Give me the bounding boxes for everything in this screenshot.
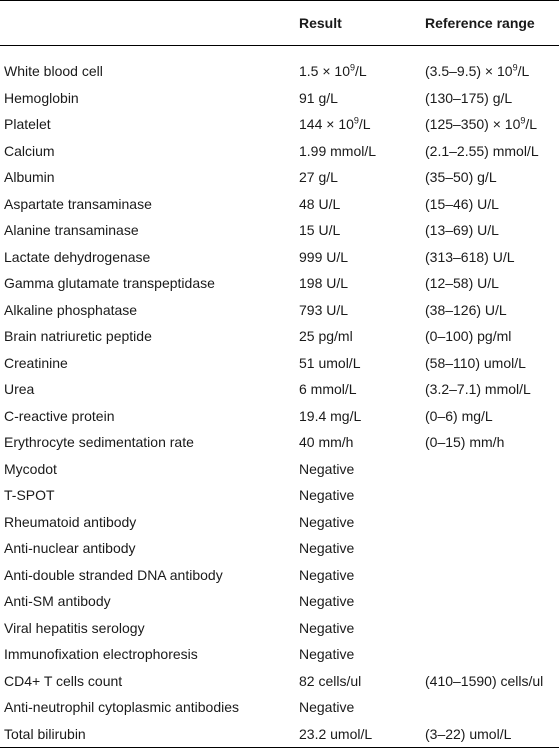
table-row <box>0 694 559 721</box>
result-cell: 793 U/L <box>299 301 349 318</box>
result-cell: Negative <box>299 699 355 716</box>
test-name-cell: Anti-double stranded DNA antibody <box>4 566 223 583</box>
value-text: (3.5–9.5) × 10 <box>425 63 513 80</box>
result-cell: Negative <box>299 619 355 636</box>
table-row <box>0 191 559 218</box>
result-cell: 15 U/L <box>299 222 341 239</box>
reference-range-cell: (58–110) umol/L <box>425 354 526 371</box>
header-reference-range: Reference range <box>419 1 559 46</box>
test-name-cell: Erythrocyte sedimentation rate <box>4 434 194 451</box>
table-row <box>0 615 559 642</box>
reference-range-cell: (0–6) mg/L <box>425 407 493 424</box>
result-cell: 91 g/L <box>299 89 338 106</box>
table-row <box>0 376 559 403</box>
table-row <box>0 429 559 456</box>
test-name-cell: Anti-SM antibody <box>4 593 111 610</box>
reference-range-cell: (410–1590) cells/ul <box>425 672 544 689</box>
reference-range-cell: (2.1–2.55) mmol/L <box>425 142 539 159</box>
value-exponent: 9 <box>512 62 518 73</box>
test-name-cell: Platelet <box>4 116 51 133</box>
result-cell: 51 umol/L <box>299 354 361 371</box>
value-exponent: 9 <box>520 115 526 126</box>
result-cell: 19.4 mg/L <box>299 407 362 424</box>
value-exponent: 9 <box>353 115 359 126</box>
table-row <box>0 111 559 138</box>
result-cell: Negative <box>299 646 355 663</box>
table-row <box>0 509 559 536</box>
value-unit: /L <box>355 63 367 80</box>
result-cell: Negative <box>299 540 355 557</box>
test-name-cell: Alanine transaminase <box>4 222 139 239</box>
reference-range-cell: (35–50) g/L <box>425 169 497 186</box>
table-row <box>0 721 559 748</box>
result-cell: 23.2 umol/L <box>294 721 419 748</box>
reference-range-cell <box>419 509 559 536</box>
reference-range-cell: (15–46) U/L <box>425 195 499 212</box>
table-row <box>0 588 559 615</box>
value-text: 144 × 10 <box>299 116 354 133</box>
test-name-cell: Albumin <box>4 169 55 186</box>
reference-range-cell: (313–618) U/L <box>425 248 515 265</box>
test-name-cell: White blood cell <box>4 63 103 80</box>
table-row <box>0 323 559 350</box>
reference-range-cell: (130–175) g/L <box>425 89 513 106</box>
result-cell: Negative <box>299 593 355 610</box>
table-row <box>0 85 559 112</box>
test-name-cell: Viral hepatitis serology <box>4 619 145 636</box>
result-cell: Negative <box>299 513 355 530</box>
test-name-cell: Creatinine <box>4 354 68 371</box>
test-name-cell: Total bilirubin <box>0 721 294 748</box>
reference-range-cell <box>419 482 559 509</box>
reference-range-cell <box>419 456 559 483</box>
reference-range-cell <box>419 46 559 85</box>
table-header <box>0 1 559 46</box>
reference-range-cell: (3.2–7.1) mmol/L <box>425 381 531 398</box>
result-cell: 25 pg/ml <box>299 328 353 345</box>
result-cell: 82 cells/ul <box>299 672 362 689</box>
result-cell: 27 g/L <box>299 169 338 186</box>
test-name-cell: Anti-neutrophil cytoplasmic antibodies <box>4 699 240 716</box>
result-cell: 40 mm/h <box>299 434 354 451</box>
result-cell: Negative <box>299 566 355 583</box>
test-name-cell: C-reactive protein <box>4 407 115 424</box>
table-row <box>0 535 559 562</box>
value-unit: /L <box>517 63 530 80</box>
reference-range-cell <box>419 641 559 668</box>
reference-range-cell: (12–58) U/L <box>425 275 499 292</box>
value-exponent: 9 <box>350 62 356 73</box>
table-row <box>0 482 559 509</box>
reference-range-cell: (0–15) mm/h <box>425 434 505 451</box>
table-row <box>0 164 559 191</box>
test-name-cell: CD4+ T cells count <box>4 672 123 689</box>
reference-range-cell <box>419 694 559 721</box>
test-name-cell: Mycodot <box>4 460 57 477</box>
result-cell <box>294 46 419 85</box>
table-row <box>0 403 559 430</box>
value-text: (125–350) × 10 <box>425 116 521 133</box>
test-name-cell: Gamma glutamate transpeptidase <box>4 275 215 292</box>
result-cell: Negative <box>299 487 355 504</box>
test-name-cell: Urea <box>4 381 35 398</box>
table-row <box>0 668 559 695</box>
reference-range-cell <box>419 535 559 562</box>
test-name-cell: Lactate dehydrogenase <box>4 248 151 265</box>
reference-range-cell <box>419 111 559 138</box>
test-name-cell: Alkaline phosphatase <box>4 301 138 318</box>
table-row <box>0 244 559 271</box>
test-name-cell: Brain natriuretic peptide <box>4 328 152 345</box>
reference-range-cell: (38–126) U/L <box>425 301 507 318</box>
result-cell <box>294 111 419 138</box>
table-row <box>0 297 559 324</box>
result-cell: 48 U/L <box>299 195 341 212</box>
table-row <box>0 138 559 165</box>
result-cell: 1.99 mmol/L <box>299 142 377 159</box>
test-name-cell: Calcium <box>4 142 55 159</box>
table-body <box>0 46 559 748</box>
result-cell: Negative <box>299 460 355 477</box>
table-row <box>0 217 559 244</box>
reference-range-cell: (0–100) pg/ml <box>425 328 512 345</box>
header-row <box>0 1 559 46</box>
table-row <box>0 350 559 377</box>
result-cell: 198 U/L <box>299 275 349 292</box>
table-row <box>0 270 559 297</box>
header-test <box>0 1 294 46</box>
test-name-cell: Anti-nuclear antibody <box>4 540 136 557</box>
result-cell: 999 U/L <box>299 248 349 265</box>
reference-range-cell <box>419 562 559 589</box>
reference-range-cell: (3–22) umol/L <box>419 721 559 748</box>
table-row <box>0 562 559 589</box>
value-unit: /L <box>358 116 371 133</box>
test-name-cell: T-SPOT <box>4 487 55 504</box>
reference-range-cell: (13–69) U/L <box>425 222 499 239</box>
value-text: 1.5 × 10 <box>299 63 350 80</box>
test-name-cell: Aspartate transaminase <box>4 195 152 212</box>
table-row <box>0 641 559 668</box>
test-name-cell: Rheumatoid antibody <box>4 513 137 530</box>
reference-range-cell <box>419 615 559 642</box>
header-result: Result <box>294 1 419 46</box>
result-cell: 6 mmol/L <box>299 381 357 398</box>
test-name-cell: Hemoglobin <box>4 89 79 106</box>
table-row <box>0 456 559 483</box>
table-row <box>0 46 559 85</box>
reference-range-cell <box>419 588 559 615</box>
test-name-cell: Immunofixation electrophoresis <box>4 646 198 663</box>
value-unit: /L <box>525 116 538 133</box>
